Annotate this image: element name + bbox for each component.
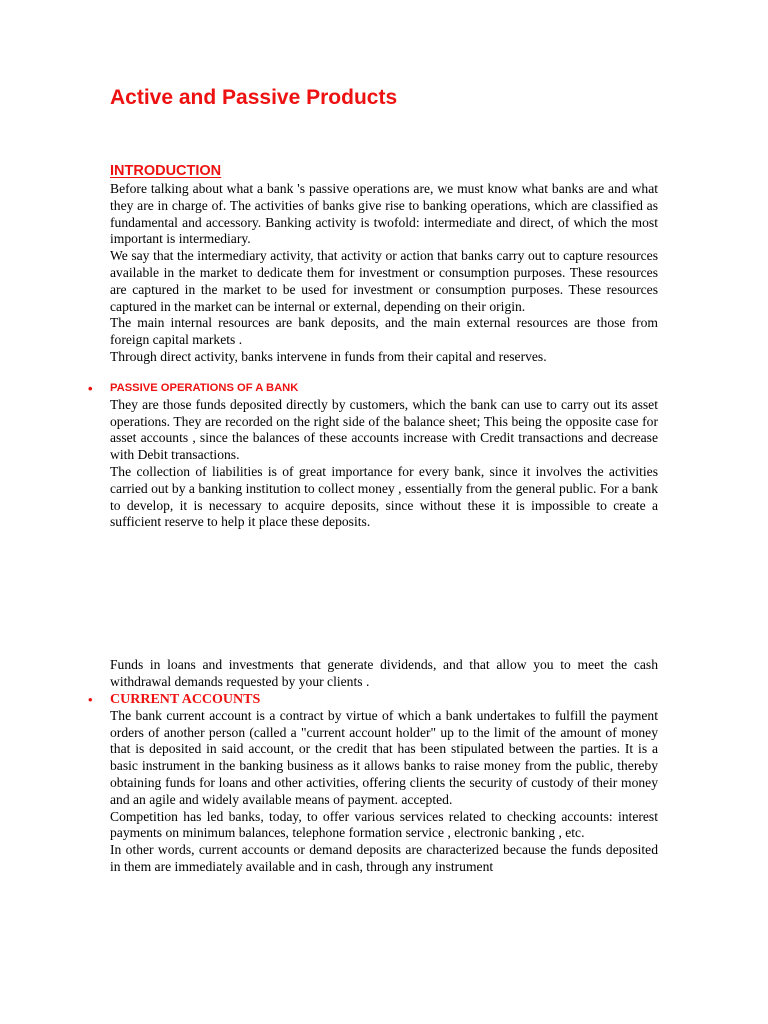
blank-space [110, 531, 658, 657]
introduction-heading: INTRODUCTION [110, 163, 222, 179]
passive-paragraph-2: The collection of liabilities is of great importance for every bank, since it involves the activities carried out by a banking institution to collect money , essentially from the general public. For a bank to develop, it is necessary to acquire deposits, since without these it is impossible to create a sufficient reserve to help it place these deposits. [110, 463, 658, 530]
current-accounts-heading-text: CURRENT ACCOUNTS [110, 691, 261, 707]
bullet-icon: • [88, 691, 93, 707]
document-body [88, 162, 658, 876]
intro-paragraph-2: We say that the intermediary activity, that activity or action that banks carry out to capture resources available in the market to dedicate them for investment or consumption purposes. These resources are captured in the market to be used for investment or consumption purposes. These resources captured in the market can be internal or external, depending on their origin. [110, 248, 658, 314]
document-title: Active and Passive Products [110, 86, 398, 109]
intro-paragraph-4: Through direct activity, banks intervene in funds from their capital and reserves. [110, 348, 547, 364]
intro-paragraph-1: Before talking about what a bank 's passive operations are, we must know what banks are and what they are in charge of. The activities of banks give rise to banking operations, which are classified as fundamental and accessory. Banking activity is twofold: intermediate and direct, of which the most important is intermediary. [110, 181, 658, 247]
current-accounts-paragraph-2: Competition has led banks, today, to offer various services related to checking accounts: interest payments on minimum balances, telephone formation service , electronic banking , etc. [110, 808, 658, 841]
intro-paragraph-3: The main internal resources are bank deposits, and the main external resources are those from foreign capital markets . [110, 315, 658, 348]
bullet-icon: • [88, 380, 93, 396]
passive-operations-heading-text: PASSIVE OPERATIONS OF A BANK [110, 381, 299, 394]
passive-paragraph-1: They are those funds deposited directly by customers, which the bank can use to carry out its asset operations. They are recorded on the right side of the balance sheet; This being the opposite case for asset accounts , since the balances of these accounts increase with Credit transactions and decrease with Debit transactions. [110, 396, 658, 463]
current-accounts-paragraph-1: The bank current account is a contract by virtue of which a bank undertakes to fulfill the payment orders of another person (called a "current account holder" up to the limit of the amount of money that is deposited in said account, or the credit that has been stipulated between the parties. It is a basic instrument in the banking business as it allows banks to raise money from the public, thereby obtaining funds for loans and other activities, offering clients the security of custody of their money and an agile and widely available means of payment. accepted. [110, 707, 658, 807]
section-spacer [110, 366, 658, 380]
passive-operations-heading [88, 380, 658, 397]
current-accounts-paragraph-3: In other words, current accounts or demand deposits are characterized because the funds deposited in them are immediately available and in cash, through any instrument [110, 842, 658, 874]
funds-paragraph: Funds in loans and investments that generate dividends, and that allow you to meet the cash withdrawal demands requested by your clients . [110, 657, 658, 689]
current-accounts-heading [88, 691, 658, 708]
